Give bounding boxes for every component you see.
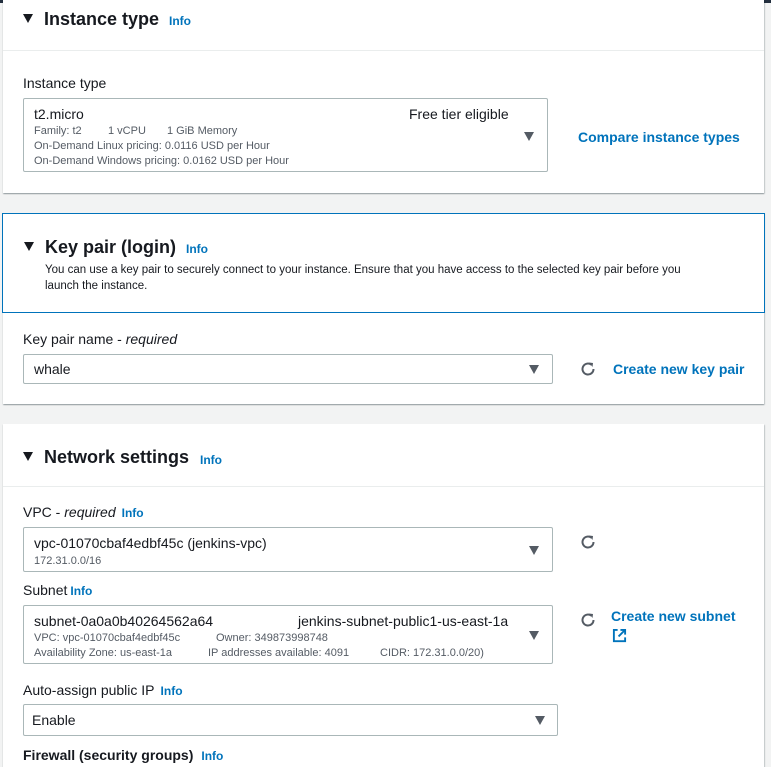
label-text: Auto-assign public IP [23, 682, 155, 698]
label-text: Subnet [23, 582, 68, 598]
collapse-caret-icon[interactable] [24, 242, 34, 251]
key-pair-select[interactable] [23, 354, 553, 384]
public-ip-label [23, 682, 183, 698]
instance-type-select[interactable] [23, 98, 548, 172]
vpc-select[interactable] [23, 527, 553, 572]
vcpu-text: 1 vCPU [108, 125, 146, 137]
instance-type-header[interactable] [3, 0, 764, 51]
info-link[interactable]: Info [169, 14, 191, 28]
info-link[interactable]: Info [201, 749, 224, 763]
required-text: required [64, 504, 116, 520]
compare-instance-types-link[interactable]: Compare instance types [578, 129, 740, 145]
chevron-down-icon[interactable] [529, 631, 539, 640]
key-pair-value: whale [34, 361, 71, 377]
collapse-caret-icon[interactable] [23, 14, 33, 23]
section-title: Key pair (login) [45, 237, 177, 257]
info-link[interactable]: Info [160, 684, 183, 698]
subnet-cidr: CIDR: 172.31.0.0/20) [380, 647, 484, 659]
key-pair-name-label: Key pair name - required [23, 331, 178, 347]
vpc-cidr: 172.31.0.0/16 [34, 555, 102, 567]
subnet-select[interactable] [23, 605, 553, 664]
collapse-caret-icon[interactable] [23, 452, 33, 461]
chevron-down-icon[interactable] [535, 716, 545, 725]
chevron-down-icon[interactable] [529, 365, 539, 374]
subnet-name: jenkins-subnet-public1-us-east-1a [298, 613, 509, 629]
subnet-id: subnet-0a0a0b40264562a64 [34, 613, 214, 629]
subnet-label [23, 582, 92, 598]
label-text: Key pair name [23, 331, 114, 347]
instance-type-panel [3, 0, 764, 193]
instance-type-value: t2.micro [34, 106, 84, 122]
memory-text: 1 GiB Memory [167, 125, 238, 137]
subnet-vpc: VPC: vpc-01070cbaf4edbf45c [34, 632, 181, 644]
external-link-icon[interactable] [612, 628, 627, 643]
create-new-key-pair-link[interactable]: Create new key pair [613, 361, 745, 377]
description-line-2: launch the instance. [45, 280, 148, 292]
info-link[interactable]: Info [186, 242, 208, 256]
public-ip-value: Enable [32, 712, 76, 728]
network-settings-header[interactable] [3, 424, 764, 487]
subnet-owner: Owner: 349873998748 [216, 632, 328, 644]
key-pair-header[interactable] [2, 213, 765, 313]
refresh-icon[interactable] [579, 533, 597, 551]
label-text: Firewall (security groups) [23, 747, 194, 763]
firewall-label [23, 747, 223, 763]
create-new-subnet-link[interactable]: Create new subnet [611, 608, 736, 624]
subnet-az: Availability Zone: us-east-1a [34, 647, 172, 659]
family-text: Family: t2 [34, 125, 82, 137]
windows-pricing-text: On-Demand Windows pricing: 0.0162 USD per Hour [34, 155, 289, 167]
section-title: Instance type [44, 9, 160, 29]
refresh-icon[interactable] [579, 611, 597, 629]
key-pair-description [45, 262, 745, 294]
required-text: required [125, 331, 178, 347]
vpc-label: VPC - required Info [23, 504, 144, 520]
subnet-ips: IP addresses available: 4091 [208, 647, 350, 659]
info-link[interactable]: Info [121, 506, 144, 520]
refresh-icon[interactable] [579, 360, 597, 378]
info-link[interactable]: Info [200, 453, 222, 467]
section-title: Network settings [44, 447, 190, 467]
label-text: VPC [23, 504, 52, 520]
free-tier-badge: Free tier eligible [409, 106, 509, 122]
chevron-down-icon[interactable] [524, 132, 534, 141]
network-settings-panel [3, 424, 764, 767]
info-link[interactable]: Info [70, 584, 93, 598]
chevron-down-icon[interactable] [529, 546, 539, 555]
key-pair-panel [3, 213, 764, 404]
public-ip-select[interactable] [23, 704, 558, 736]
linux-pricing-text: On-Demand Linux pricing: 0.0116 USD per Hour [34, 140, 270, 152]
instance-type-label: Instance type [23, 75, 107, 91]
vpc-value: vpc-01070cbaf4edbf45c (jenkins-vpc) [34, 535, 267, 551]
description-line-1: You can use a key pair to securely connect to your instance. Ensure that you have access to the selected key pair before you [45, 264, 681, 276]
